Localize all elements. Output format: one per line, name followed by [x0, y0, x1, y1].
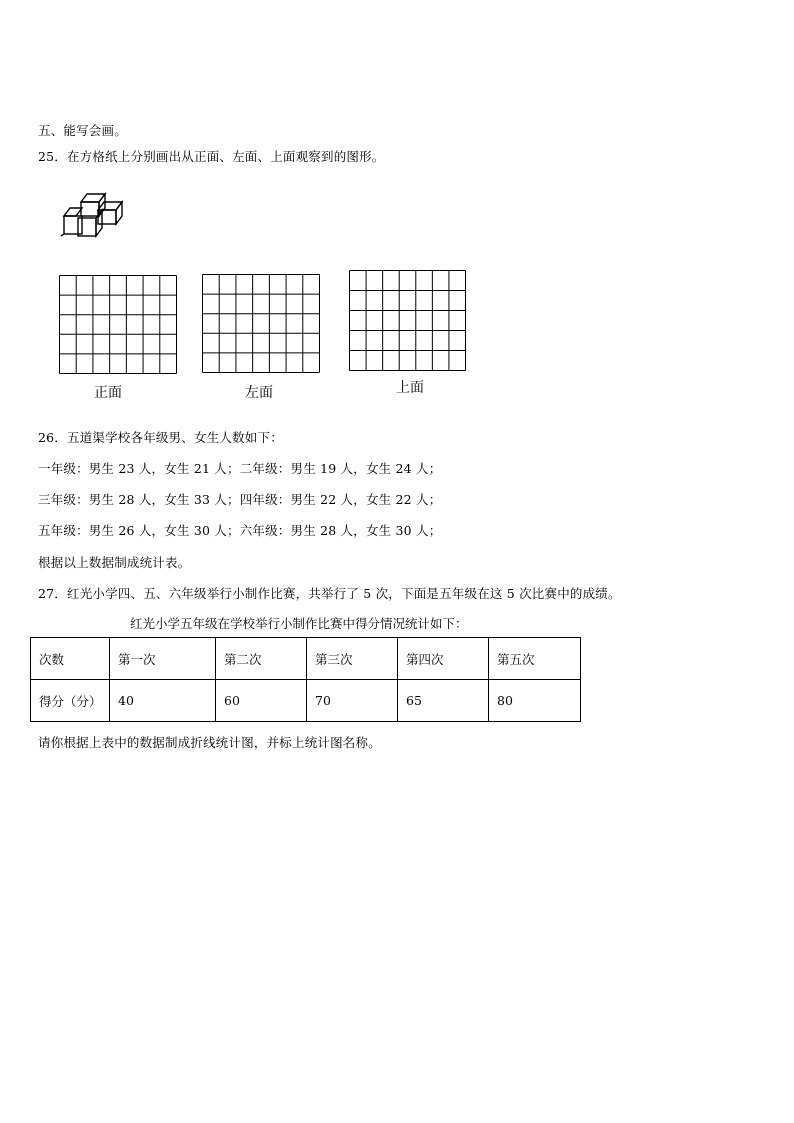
grid-front-view[interactable]: [59, 275, 177, 374]
grid-left-view[interactable]: [202, 274, 320, 373]
table-cell[interactable]: 70: [307, 680, 398, 722]
question-27-text: 27．红光小学四、五、六年级举行小制作比赛，共举行了 5 次，下面是五年级在这 5 次比赛中的成绩。: [38, 586, 621, 601]
table-cell: 第五次: [489, 638, 581, 680]
grid-caption-front: 正面: [94, 385, 122, 401]
table-cell[interactable]: 40: [110, 680, 216, 722]
table-cell[interactable]: 80: [489, 680, 581, 722]
table-cell: 第四次: [398, 638, 489, 680]
table-cell[interactable]: 60: [216, 680, 307, 722]
table-row: [31, 638, 581, 680]
table-cell: 得分（分）: [31, 680, 110, 722]
grid-caption-top: 上面: [396, 380, 424, 396]
table-cell: 第三次: [307, 638, 398, 680]
score-table: [30, 637, 581, 722]
table-cell: 第一次: [110, 638, 216, 680]
question-25-text: 25．在方格纸上分别画出从正面、左面、上面观察到的图形。: [38, 149, 385, 164]
grid-caption-left: 左面: [245, 385, 273, 401]
table-cell: 第二次: [216, 638, 307, 680]
table-cell: 次数: [31, 638, 110, 680]
table-caption: 红光小学五年级在学校举行小制作比赛中得分情况统计如下：: [130, 616, 468, 631]
q26-data-row: 三年级：男生 28 人，女生 33 人；四年级：男生 22 人，女生 22 人；: [38, 492, 442, 507]
q26-data-row: 一年级：男生 23 人，女生 21 人；二年级：男生 19 人，女生 24 人；: [38, 461, 442, 476]
section-title: 五、能写会画。: [38, 123, 127, 138]
q27-instruction: 请你根据上表中的数据制成折线统计图，并标上统计图名称。: [38, 735, 381, 750]
cube-stack-figure: [58, 190, 138, 252]
q26-data-row: 五年级：男生 26 人，女生 30 人；六年级：男生 28 人，女生 30 人；: [38, 523, 442, 538]
table-row: [31, 680, 581, 722]
table-cell[interactable]: 65: [398, 680, 489, 722]
q26-instruction: 根据以上数据制成统计表。: [38, 555, 191, 570]
grid-top-view[interactable]: [349, 270, 466, 371]
question-26-text: 26．五道渠学校各年级男、女生人数如下：: [38, 430, 283, 445]
